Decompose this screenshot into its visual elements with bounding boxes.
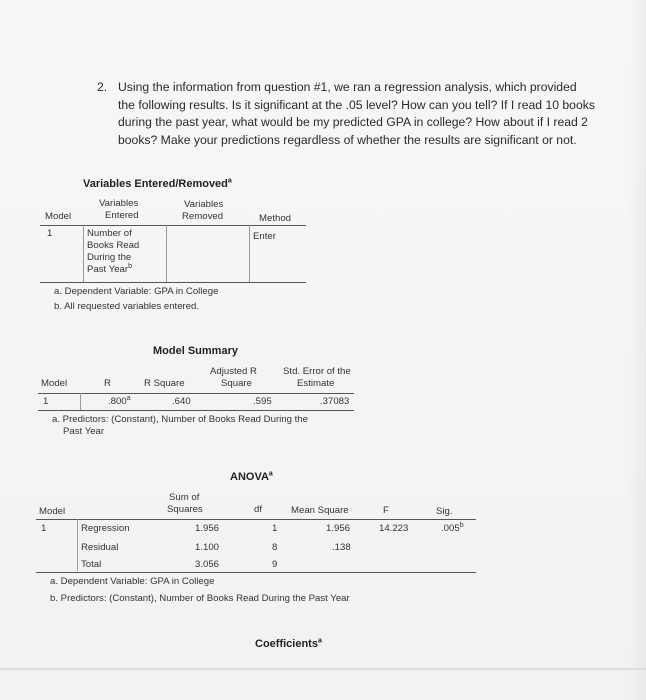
header-mean-square: Mean Square [291, 505, 349, 516]
anova-df: 9 [272, 559, 278, 570]
header-df: df [254, 504, 263, 515]
entered-variable: Books Read [87, 240, 140, 251]
header-model: Model [39, 506, 66, 517]
question-line: the following results. Is it significant at the .05 level? How can you tell? If I read 10 books [118, 97, 595, 112]
adjusted-r-square-value: .595 [253, 396, 272, 407]
header-variables-removed: Removed [182, 211, 224, 222]
table-rule [36, 572, 476, 573]
page-shadow [628, 0, 646, 700]
row-model-number: 1 [43, 396, 49, 407]
anova-ss: 3.056 [195, 559, 220, 570]
table-rule [40, 225, 306, 226]
header-sum-of-squares: Sum of [169, 492, 200, 503]
anova-df: 8 [272, 542, 278, 553]
anova-row-label: Regression [81, 523, 130, 534]
table-rule [36, 519, 476, 520]
row-model-number: 1 [47, 228, 53, 239]
page-bottom-edge [0, 668, 646, 670]
footnote: Past Year [63, 426, 105, 437]
r-value: .800$^a$ [108, 394, 131, 407]
table-divider [249, 225, 250, 282]
header-std-error: Estimate [297, 378, 335, 389]
question-text [118, 79, 618, 149]
table-divider [77, 519, 78, 571]
question-number: 2. [97, 80, 108, 94]
header-sum-of-squares: Squares [167, 504, 203, 515]
header-std-error: Std. Error of the [283, 366, 351, 377]
header-r: R [104, 378, 111, 389]
row-model-number: 1 [41, 523, 47, 534]
header-method: Method [259, 213, 291, 224]
header-sig: Sig. [436, 506, 453, 517]
question-line: books? Make your predictions regardless of whether the results are significant or not. [118, 132, 577, 147]
method-value: Enter [253, 231, 276, 242]
entered-variable: Past Year$^b$ [87, 262, 132, 275]
anova-title: ANOVA$^a$ [230, 470, 273, 483]
table-rule [40, 282, 306, 283]
coefficients-title: Coefficients$^a$ [255, 637, 322, 650]
table-rule [38, 410, 354, 411]
anova-ss: 1.100 [195, 542, 220, 553]
anova-ms: 1.956 [326, 523, 351, 534]
entered-variable: During the [87, 252, 132, 263]
anova-ss: 1.956 [195, 523, 220, 534]
std-error-value: .37083 [320, 396, 350, 407]
anova-row-label: Total [81, 559, 102, 570]
footnote: a. Dependent Variable: GPA in College [54, 286, 219, 297]
table-divider [166, 225, 167, 282]
entered-variable: Number of [87, 228, 132, 239]
footnote: a. Dependent Variable: GPA in College [50, 576, 215, 587]
header-adjusted-r-square: Square [221, 378, 252, 389]
header-f: F [383, 505, 389, 516]
header-adjusted-r-square: Adjusted R [210, 366, 257, 377]
anova-f: 14.223 [379, 523, 409, 534]
table-divider [80, 393, 81, 410]
header-model: Model [45, 211, 72, 222]
footnote: b. All requested variables entered. [54, 301, 200, 312]
header-variables-entered: Variables [99, 198, 139, 209]
anova-row-label: Residual [81, 542, 119, 553]
question-line: during the past year, what would be my predicted GPA in college? How about if I read 2 [118, 115, 588, 129]
footnote: a. Predictors: (Constant), Number of Books Read During the [52, 414, 308, 425]
header-variables-removed: Variables [184, 199, 224, 210]
r-square-value: .640 [172, 396, 191, 407]
anova-df: 1 [272, 523, 278, 534]
footnote: b. Predictors: (Constant), Number of Books Read During the Past Year [50, 593, 350, 604]
variables-entered-title: Variables Entered/Removed$^a$ [83, 177, 232, 190]
anova-sig: .005$^b$ [441, 521, 464, 534]
anova-ms: .138 [332, 542, 351, 553]
header-r-square: R Square [144, 378, 185, 389]
question-line: Using the information from question #1, we ran a regression analysis, which provided [118, 80, 577, 94]
model-summary-title: Model Summary [153, 345, 238, 357]
table-divider [83, 225, 84, 282]
table-rule [38, 393, 354, 394]
header-variables-entered: Entered [105, 210, 139, 221]
header-model: Model [41, 378, 68, 389]
